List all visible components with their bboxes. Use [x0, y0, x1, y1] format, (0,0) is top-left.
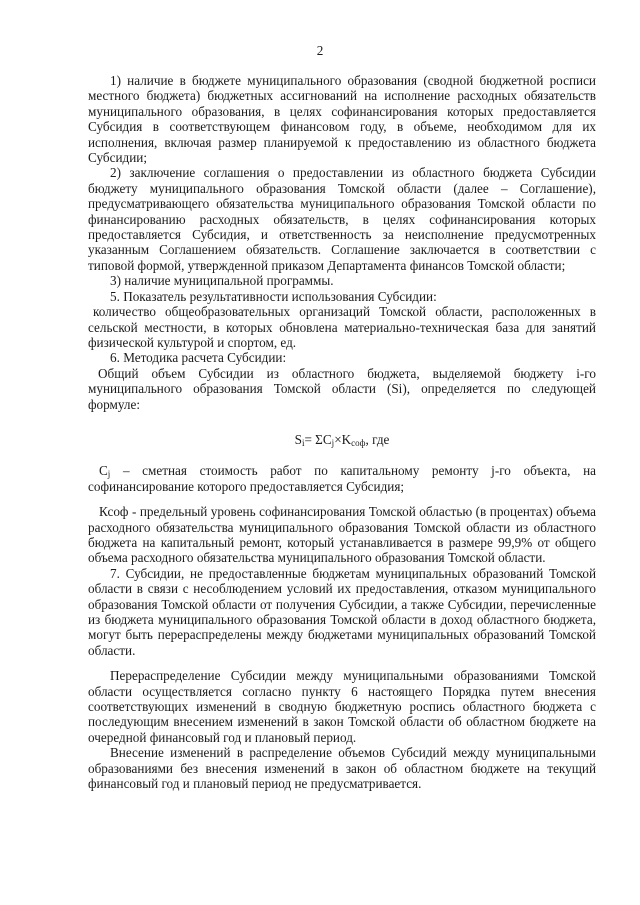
paragraph-redistribution: Перераспределение Субсидии между муниципальными образованиями Томской области осуществляется согласно пункту 6 настоящего Порядка путем внесения соответствующих изменений в сводную бюджетную роспись областного бюджета с последующим внесением изменений в закон Томской области об областном бюджете на очередной финансовый год и плановый период.	[88, 668, 596, 745]
paragraph-formula-intro: Общий объем Субсидии из областного бюджета, выделяемой бюджету i-го муниципального образования Томской области (Si), определяется по следующей формуле:	[88, 365, 596, 412]
paragraph-changes: Внесение изменений в распределение объемов Субсидий между муниципальными образованиями без внесения изменений в закон об областном бюджете на текущий финансовый год и плановый период не предусматривается.	[88, 745, 596, 792]
paragraph-condition-3: 3) наличие муниципальной программы.	[110, 273, 334, 289]
paragraph-condition-1: 1) наличие в бюджете муниципального образования (сводной бюджетной росписи местного бюджета) бюджетных ассигнований на исполнение расходных обязательств муниципального образования, в целях софинансирования которых предоставляется Субсидия в соответствующем финансовом году, в объеме, необходимом для их исполнения, включая размер планируемой к предоставлению из областного бюджета Субсидии;	[88, 73, 596, 166]
subsidy-formula: $S_i= \Sigma C_j\times K_{соф}$, где	[294, 431, 390, 448]
paragraph-section-7: 7. Субсидии, не предоставленные бюджетам муниципальных образований Томской области в связи с несоблюдением условий их предоставления, отказом муниципального образования Томской области от получения Субсидии, а также Субсидии, перечисленные из бюджета муниципального образования Томской области в доход областного бюджета, могут быть перераспределены между бюджетами муниципальных образований Томской области.	[88, 565, 596, 658]
paragraph-section-5: 5. Показатель результативности использования Субсидии:	[110, 288, 437, 304]
paragraph-condition-2: 2) заключение соглашения о предоставлении из областного бюджета Субсидии бюджету муниципального образования Томской области (далее – Соглашение), предусматривающего обязательства муниципального образования Томской области по финансированию расходных обязательств, в целях софинансирования которых предоставляется Субсидия, и ответственность за неисполнение предусмотренных указанным Соглашением обязательств. Соглашение заключается в соответствии с типовой формой, утвержденной приказом Департамента финансов Томской области;	[88, 165, 596, 273]
cj-symbol: $C_j$	[99, 463, 111, 480]
paragraph-section-6: 6. Методика расчета Субсидии:	[110, 350, 287, 366]
page-number: 2	[316, 43, 324, 58]
paragraph-cj-definition: $C_j$ – сметная стоимость работ по капитальному ремонту j-го объекта, на софинансирование которого предоставляется Субсидия;	[88, 463, 597, 494]
document-body	[88, 73, 596, 791]
paragraph-indicator: количество общеобразовательных организаций Томской области, расположенных в сельской местности, в которых обновлена материально-техническая база для занятий физической культурой и спортом, ед.	[88, 304, 596, 350]
paragraph-ksof-definition: Ксоф - предельный уровень софинансирования Томской областью (в процентах) объема расходного обязательства муниципального образования Томской области из областного бюджета на капитальный ремонт, который устанавливается в размере 99,9% от общего объема расходного обязательства муниципального образования Томской области.	[88, 504, 596, 566]
